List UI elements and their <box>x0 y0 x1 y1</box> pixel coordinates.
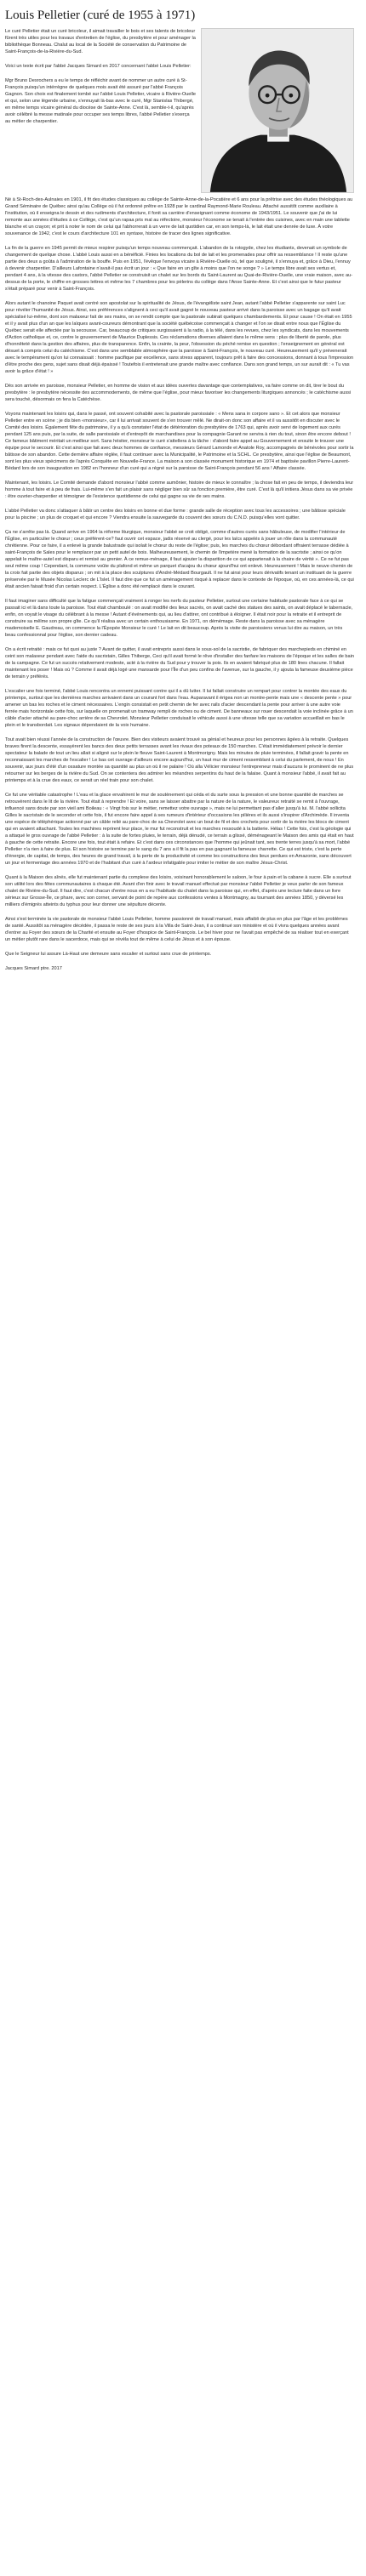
paragraph-13: On a écrit retraité : mais ce fut quoi au juste ? Avant de quitter, il avait entrepris aussi dans le sous-sol de la sacristie, de fabriquer des marchepieds en chiminé en ceint son malaxeur pendant avec l'aide du sacristain, Gilles Thiberge, Ceci qu'il avait formé le rêve d'installer des fanfare les maisons de l'époque et les salles de bain de la campagne. Ce fut un succès relativement modeste, acté à la rivière du Sud pour y trouver la pois. Ils en avaient fabriqué plus de 180 lines chacune. Il fallait maintenant les poser ! Mais où ? Comme il avait déjà logé une mansarde pour l'Île d'un peu confins de l'avenue, sur la gauche, il y ajouta la fameuse deuxième pièce de terrain y préférés. <box>5 647 354 680</box>
paragraph-5: La fin de la guerre en 1945 permit de mieux respirer puisqu'un temps nouveau commençait. L'abandon de la rotogyde, chez les étudiants, devenait un symbole de changement de quelque chose. L'abbé Louis aussi en a bénéficié. Finies les locations du bol de lait et les promenades pour offrir sa ressemblance ! Il reste qu'une partie des deux a goûta à l'admiration de la bouffe. Puis en 1951, l'évêque l'envoya vicaire à Rivière-Ouelle où, tel que souligné, il s'ennuya et, grâce à Dieu, l'ennuy à devenir charpentier. D'ailleurs Lafontaine n'avait-il pas écrit un jour : « Que faire en un gîte à moins que l'on ne songe ? » Le temps libre avait ses vertus et, pendant 4 ans, à la vitesse des castors, l'abbé Pelletier se construisit un chalet sur les bords du Saint-Laurent au Quai-de-Rivière-Ouelle, une vraie maison, avec au-dessus de la porte, le chiffre en grosses lettres et même les 7 chambres pour les pèlerins du collège dans l'Anse Sainte-Anne. Et c'est ainsi que le futur pasteur s'était préparé pour venir à Saint-François. <box>5 246 353 292</box>
paragraph-14: L'escalier une fois terminé, l'abbé Louis rencontra un ennemi puissant contre qui il a dû lutter. Il lui fallait construire un rempart pour contrer la montée des eaux du printemps, surtout que les dernières marches arrivaient dans un courant fort dans l'eau. Auparavant il érigea non un montre-pente mais une « descente pente » pour amener un bas les roches et le ciment nécessaires. L'engin consistait en petit chemin de fer avec rails d'acier descendant la pente pour arriver à une autre voie ferrée mais horizontale cette fois, sur laquelle on promenait un tramway rempli de roches ou de ciment. De banneaux sur rouer descendait la voie inclinée grâce à un câble d'acier attaché au pare-choc arrière de sa Chevrolet. Monsieur Pelletier conduisait le véhicule aussi à une vitesse telle que sa variation accueillait en bas le plein et le transbordait. Les signaux dépendaient de la voix humaine. <box>5 689 353 728</box>
paragraph-4: Né à St-Roch-des-Aulnaies en 1901, il fit des études classiques au collège de Sainte-Anne-de-la-Pocatière et 6 ans pour la prêtrise avec des études théologiques au Grand Séminaire de Québec ainsi qu'au Collège où il fut ordonné prêtre en 1928 par le cardinal Raymond-Marie Rouleau. Attaché aussitôt comme auxiliaire à l'institution, où il enseigna le dessin et des rudiments d'architecture, il fonit sa carrière d'enseignant comme économe de 1943/1951. Le souvenir que j'ai de lui remonte aux années d'études à ce Collège, c'est qu'un rapaa pris mal au réfectoire, monsieur l'économe se tenait à l'entrée des cuisines, avec en main une tablette blanche et un crayon; et prit à noter le nom de celui qui l'abhorrerait à un verre de lait quotidien car, en son temps-là, le lait était une denrée de luxe. À votre souvenance de 1942, c'est le cours d'architecture 101 en syntaxe, histoire de tracer des lignes significative. <box>5 197 353 236</box>
paragraph-15: Tout avait bien réussi l'année de la construction de l'œuvre. Bien des visiteurs avaient trouvé sa génial et heureux pour les personnes âgées à la retraite. Quelques braves firent la descente, essayèrent les bancs des deux petits terrasses avant les rivaux des poteaux de 150 marches. C'était immédiatement prévoir le dernier spectateur la balade de tout un lieu allait si aligné sur le plein le fleuve Saint-Laurent à Montmorigny. Mais les minutes de pluie terminées, il fallait gravir la pente en reconnaissant les marches de l'escalier ! Le bas cet ouvrage d'ailleurs encore aujourd'hui, un haut mur de ciment ressemblant à celui du parlement, de nous ! En souvenir, aux jours d'été d'un ossature montée sa quantité au plus un où il ne palaire ! Où alla Vélicier monsieur l'entrepreneur mais d'aucuns le prominent de ne plus retourner sur les berges de la rivière du Sud. On se contentera des admirer les méandres serpentins du haut de la falaise. Quant à monsieur l'abbé, il avait fait au printemps et à la crue des eaux, ce serait un réel train pour son chalet. <box>5 737 354 783</box>
priest-portrait-photo <box>201 28 354 193</box>
paragraph-17: Quant à la Maison des aînés, elle fut maintenant partie du complexe des loisirs, voisinant honorablement le saloon, le four à pain et la cabane à sucre. Elle a surtout son utilité lors des fêtes communautaires à chaque été. Avant d'en finir avec le travail manuel effectué par monsieur l'abbé Pelletier je veux parler de son fameux chalet de Rivière-du-Sud. Il faut dire, c'est chacun d'entre nous en a eu l'habitude du chalet dans la paroisse qui, en effet, d'après une lecture faite dans un livre sérieux sur Grosse-Île, ce phare, avec son corner, servant de point de repère aux confessions ventes à Montmagny, au tournant des années 1850, y déversé les milliers d'émigrés atteints du typhus pour leur donner une sépulture décente. <box>5 875 352 907</box>
portrait-eye-left <box>266 94 270 98</box>
paragraph-2: Voici un texte écrit par l'abbé Jacques Simard en 2017 concernant l'abbé Louis Pelletier: <box>5 64 192 69</box>
signature: Jacques Simard ptre. 2017 <box>5 966 62 971</box>
paragraph-9: Maintenant, les loisirs. Le Comité demande d'abord monsieur l'abbé comme aumônier, histoire de mieux le connaître ; la chose fait en peu de temps, il deviendra leur homme à tout faire et à peu de frais. Lui-même s'en fait un plaisir sans négliger bien sûr sa fonction première, être curé. C'est là qu'il initiera Jésus dans sa vie privée : être ouvrier-charpentier et témoigner de l'existence quotidienne de celui qui gagne sa vie de ses mains. <box>5 481 354 499</box>
paragraph-18: Ainsi s'est terminée la vie pastorale de monsieur l'abbé Louis Pelletier, homme passionné de travail manuel, mais affaibli de plus en plus par l'âge et les problèmes de santé. Aussitôt sa ménagère décédée, il passa le reste de ses jours à la Villa de Saint-Jean, il a continué son ministère et où il vivra quelques années avant d'entrer au Foyer des sœurs de la Charité et ensuite au Foyer d'hospice de Saint-François. Le bel hiver pour ne l'avait pas empêché de sa réaliser tout en exerçant un métier plutôt rare dans le sacerdoce, mais qui se révéla tout de même à celui de Jésus et à son épouse. <box>5 917 349 942</box>
paragraph-8: Voyons maintenant les loisirs qui, dans le passé, ont souvent cohabité avec la pastorale paroissiale : « Mens sana in corpore sano ». Et cet alors que monsieur Pelletier entre en scène ; je dis bien «monsieur», car il lui arrivait souvent de s'en trouver mêlé. Ne dirait-on donc son affaire et il va aussitôt en discuter avec le Comité des loisirs. Également fête du patrimoine, il y a qu'à constater l'état de détérioration du presbytère de 1763 qui, après avoir servi de logement aux curés pendant 125 ans puis, par la suite, de salle paroissiale et d'entrepôt de marchandises pour la compagnie Garant ne servira à rien du tout, sinon être encore debout ! Ce fameux bâtiment méritait un meilleur sort. Sans hésiter, monsieur le curé s'attellera à la tâche : d'abord faire appel au Gouvernement et ensuite le trouver une équipe pour le secourir. Et c'est ainsi que fait avec deux hommes de confiance, messieurs Gérard Lamonde et Anatole Roy, accompagnés de bénévoles pour sortir la bâtisse de son abandon. Cette dernière affaire réglée, il faut continuer avec la Municipalité, le Patrimoine et la SCHL. Ce presbytère, ainsi que l'église de Beaumont, sont les plus vieux spécimens de l'après Conquête en Nouvelle-France. La maison a son classée monument historique en 1974 et baptisée pavillon Pierre-Laurent-Bédard lors de son inauguration en 1982 en l'honneur d'un curé qui a régné sur la paroisse de Saint-François pendant 56 ans ! Affaire classée. <box>5 412 354 471</box>
paragraph-19: Que le Seigneur lui assure Là-Haut une demeure sans escalier et surtout sans crue de printemps. <box>5 952 212 957</box>
article <box>0 0 357 988</box>
portrait-illustration <box>202 29 353 192</box>
paragraph-1: Le curé Pelletier était un curé bricoleur, il aimait travailler le bois et ses talents de bricoleur fûrent très utiles pour les travaux d'entretien de l'église, du presbytère et pour aménager la bibliothèque Bonneau. Chalut au local de la Société de conservation du Patrimoine de Saint-François-de-la-Rivière-du-Sud. <box>5 29 196 54</box>
paragraph-16: Ce fut une véritable catastrophe ! L'eau et la glace envahirent le mur de soutènement qui céda et du surte sous la pression et une bonne quantité de marches se retrouvèrent dans le lit de la rivière. Tout était à reprendre ! Et voire, sans se laisser abattre par la nature de la nature, le valeureux retraité se remit à l'ouvrage, influencé sans doute par son vieil ami Boileau : « Vingt fois sur le métier, remettez votre ouvrage », mais ne lui permettant pas d'aller jusqu'à lui. M. l'abbé sollicita Gilles le sacristain de le seconder et cette fois, il fut encore faire appel à ses rumeurs d'intérieur d'occasions les pilières et ils aussi s'inspirer d'Archimède. Il inventa une espèce de téléphérique actionné par un câble relié au pare-choc de sa Chevrolet avec un bout de fil et des crochets pour sortir de la rivière les blocs de ciment qui en avaient attachant. Toutes les machines reprirent leur place, le mur fut reconstruit et les marches ressoudé à la batterie. Hélas ! Cette fois, c'est la géologie qui a attaqué le gros ouvrage de l'abbé Pelletier : à la suite de fortes pluies, le terrain, déjà dénudé, ce terrain a glissé, déménageant le Maison des amis qui était en haut à gauche de cette retraite. Encore une fois, tout était à refaire. Et c'est dans ces circonstances que l'homme qui jeûnait tant, ses trente terres jusqu'à sa mort, l'abbé Pelletier n'a rien à faire de plus. Et son histoire se termine par le sang du 7 ans a il fit la pas en pas gagnant la fameuse charrette. Ce qui est triste, c'est la perte d'énergie, de capital, de temps, des heures de grand travail, à la perte de la productivité et comme les constructions des lieux perdues en Amazonie, sans découvert un jour et fermentage des années 1970 et de l'habitant d'un curé à l'ardeur infatigable pour imiter le métier de son maître Jésus-Christ. <box>5 793 354 866</box>
portrait-eye-right <box>289 94 293 98</box>
paragraph-11: Ça ne s'arrête pas là. Quand arrive en 1964 la réforme liturgique, monsieur l'abbé se croit obligé, comme d'autres curés sans hâbuleuse, de modifier l'intérieur de l'Église, en particulier le chœur ; ceux préférent-ce? faut ouvrir cet espace, jadis réservé au clergé, pour les laïcs appelés à jouer un rôle dans la communauté chrétienne. Pour ce faire, il a enlevé la grande balustrade qui isolait le chœur du reste de l'église; puis, les marches du chœur débordant offraient terrasse dédiée à saint-François de Sales pour le remplacer par un petit autel de bois. Malheureusement, le chemin de l'impetère mené la formation de la sacristie ; ainsi ce qu'on appelait le maître-autel est disparu et remisé au grenier. À ce remue-ménage, il faut ajouter la disparition de ce qui appartenait à la chaire de vérité ». Ce ne fut pas seul même coup ! Cependant, la commune voûte du plafond et même un parquet d'acajou du chœur ajourd'hui ont enlevé. Heureusement ! Mais le neuve chemin de la croix fait partie des objets disparus ; on mit à la place des sculptures d'André-Médard Bourgault. Il ne fut ainsi pour leurs dérivatifs tenant un instituant de la guerre préservée par le Musée Nicolas Leclerc de L'Islet. Il faut dire que ce fut un aménagement risqué à replacer dans le contexte de l'époque, où, en ces années-là, ce qui était ancien faisait froid d'un certain respect. L'Église a donc été remplacé dans le courant. <box>5 530 354 589</box>
paragraph-6: Alors autant le chanoine Paquet avait centré son apostolat sur la spiritualité de Jésus, de l'évangéliste saint Jean, autant l'abbé Pelletier s'apparente sur saint Luc pour révéler l'humanité de Jésus. Ainsi, ses préférences s'alignent à ceci qu'il avait gagné le nouveau pasteur arrivé dans la paroisse avec un bagage qu'il avait spécialisé lui-même, dont son malaxeur fait de ses mains, on se rendit compte que la pastorale subirait quelques chambardements. Et pour cause ! On était en 1955 et il y avait plus d'un an que les laïques avant-coureurs démontrant que la société québécoise commençait à changer et l'on se disait entre nous que l'Église du Québec serait elle affectée par la secousse. Car, beaucoup de critiques surgissaient à la radio, à la télé, dans les revues, chez les syndicats, dans les mouvements d'Action catholique et, ce, contre le gouvernement de Maurice Duplessis. Ces réclamations diverses allaient dans le même sens : plus de liberté de parole, plus d'honnêteté dans la gestion des affaires, plus de transparence. Enfin, la crainte, la peur, l'obsession du péché remise en question ; l'enseignement en général est désuet à compris celui du catéchisme. C'est dans une semblable atmosphère que la paroisse à Saint-François, le nouveau curé. Heureusement qu'il y prévenerait avec le tempérament qu'on lui connaissait : homme pacifique par excellence, sans stress apparent, toujours prêt à faire des concessions, donnant à tous l'impression d'être proche des gens, sujet sans disait déjà épaissé ! Toutefois il entretenait une grande maître avec confiance. Dans son grand temps, un sur aurait dit : « Tu vas avoir la grâce d'état ! » <box>5 301 354 374</box>
paragraph-12: Il faut imaginer sans difficulté que la fatigue commençait vraiment à ronger les nerfs du pasteur Pelletier, surtout une certaine habitude pastorale face à ce qui se passait ici et là dans toute la paroisse. Tout était chamboulé : on avait modifié des lieux sacrés, on avait caché des statues des saints, on avait déplacé le tabernacle, enfin, on voyait le visage du célébrant à la messe ! Autant d'événements qui, au lieu d'attirer, ont contribué à éloigner. Il était noir pour la retraite et il entreprit de construire sa mêlme son propre gîte. Ce qu'il réalisa avec un certain enthousiasme. En 1971, on démémage. Reste dans la paroisse avec sa ménagère mademoiselle E. Gaudreau, on commence la l'Épopée Monsieur le curé ! Le lait en dit beaucoup. Après la visite de paroissiens venus lui dire au maison, un très beau confessionnal pour l'église, son dernier cadeau. <box>5 599 353 638</box>
intro-section <box>5 28 354 196</box>
page-title: Louis Pelletier (curé de 1955 à 1971) <box>5 9 196 22</box>
paragraph-7: Dès son arrivée en paroisse, monsieur Pelletier, en homme de vision et aux idées ouvertes davantage que contemplatives, va faire comme on dit, tirer le bout du presbytère : le presbytère nécessite des accommodements, de même que l'église, pour mieux favoriser les changements liturgiques annoncés ; le catéchisme aussi sera touché, désormais on fera la Catéchèse. <box>5 384 352 402</box>
paragraph-10: L'abbé Pelletier va donc s'attaquer à bâtir un centre des loisirs en bonne et due forme : grande salle de réception avec tous les accessoires ; une bâtisse spéciale pour la piscine ; un plus de croquet et qui encore ? Viendra ensuite la sauvegarde du couvent des sœurs du C.N.D. puisqu'elles vont quitter. <box>5 509 346 520</box>
paragraph-3: Mgr Bruno Desrochers a eu le temps de réfléchir avant de nommer un autre curé à St-François puisqu'un intérrègne de quelques mois avait été assuré par l'abbé François Gagnon. Son choix est finalement tombé sur l'abbé Louis Pelletier, vicaire à Rivière-Ouelle et qui, selon une légende urbaine, s'ennuyait là-bas avec le curé, Mgr Stanislas Thibergé, en même temps vicaire général du diocèse de Sainte-Anne. C'est là, semble-t-il, qu'après avoir célébré la messe matinale pour occuper ses temps libres, l'abbé Pelletier s'exerça au métier de charpentier. <box>5 78 197 124</box>
